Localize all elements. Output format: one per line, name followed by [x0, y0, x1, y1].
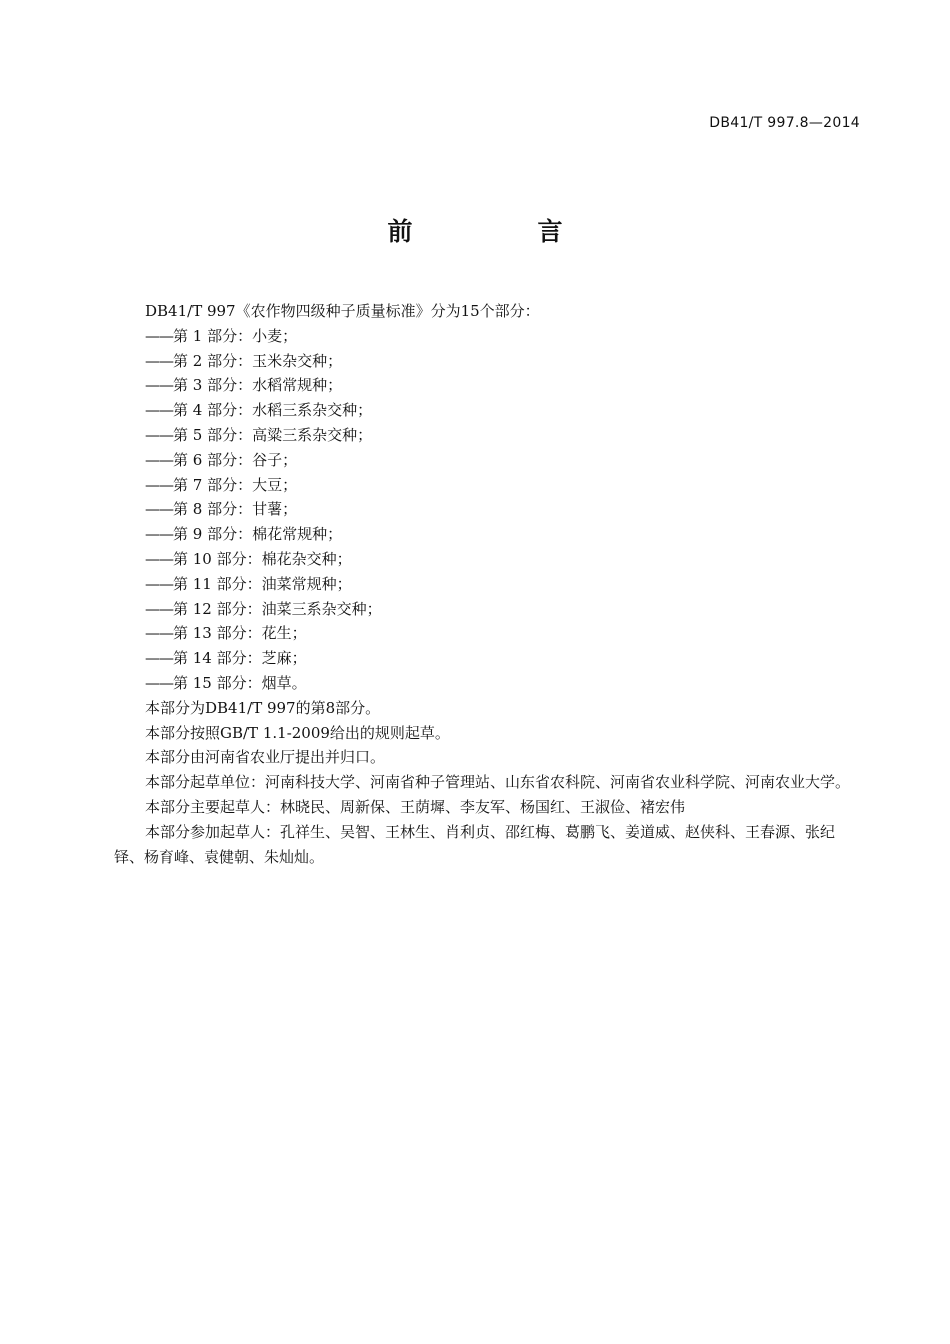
list-item-text: 第 1 部分：小麦；	[173, 326, 298, 345]
list-item	[114, 572, 862, 597]
dash-marker: ——	[145, 624, 173, 643]
list-item-text: 第 7 部分：大豆；	[173, 475, 298, 494]
dash-marker: ——	[145, 351, 173, 370]
list-item-text: 第 3 部分：水稻常规种；	[173, 376, 343, 395]
list-item-text: 第 10 部分：棉花杂交种；	[173, 549, 352, 568]
drafting-rule-statement: 本部分按照GB/T 1.1-2009给出的规则起草。	[145, 723, 450, 742]
parts-list	[114, 324, 862, 696]
list-item	[114, 373, 862, 398]
dash-marker: ——	[145, 475, 173, 494]
dash-marker: ——	[145, 401, 173, 420]
list-item	[114, 349, 862, 374]
dash-marker: ——	[145, 574, 173, 593]
list-item	[114, 597, 862, 622]
foreword-body	[114, 299, 862, 869]
list-item	[114, 423, 862, 448]
dash-marker: ——	[145, 649, 173, 668]
dash-marker: ——	[145, 673, 173, 692]
list-item	[114, 522, 862, 547]
list-item-text: 第 9 部分：棉花常规种；	[173, 525, 343, 544]
list-item-text: 第 15 部分：烟草。	[173, 673, 307, 692]
page-title: 前 言	[387, 217, 613, 246]
dash-marker: ——	[145, 549, 173, 568]
drafting-units-paragraph: 本部分起草单位：河南科技大学、河南省种子管理站、山东省农科院、河南省农业科学院、河南农业大学。	[145, 773, 851, 792]
dash-marker: ——	[145, 326, 173, 345]
list-item	[114, 671, 862, 696]
list-item-text: 第 12 部分：油菜三系杂交种；	[173, 599, 382, 618]
dash-marker: ——	[145, 376, 173, 395]
main-drafters-paragraph: 本部分主要起草人：林晓民、周新保、王荫墀、李友军、杨国红、王淑俭、褚宏伟	[145, 797, 686, 816]
list-item	[114, 621, 862, 646]
list-item	[114, 646, 862, 671]
list-item	[114, 324, 862, 349]
list-item-text: 第 2 部分：玉米杂交种；	[173, 351, 343, 370]
part-of-statement: 本部分为DB41/T 997的第8部分。	[145, 698, 381, 717]
dash-marker: ——	[145, 599, 173, 618]
list-item	[114, 547, 862, 572]
dash-marker: ——	[145, 450, 173, 469]
list-item-text: 第 14 部分：芝麻；	[173, 649, 307, 668]
list-item-text: 第 4 部分：水稻三系杂交种；	[173, 401, 373, 420]
intro-paragraph: DB41/T 997《农作物四级种子质量标准》分为15个部分：	[145, 302, 540, 320]
participating-drafters-paragraph: 本部分参加起草人：孔祥生、吴智、王林生、肖利贞、邵红梅、葛鹏飞、姜道威、赵侠科、王春源、张纪铎、杨育峰、袁健朝、朱灿灿。	[114, 822, 836, 866]
list-item	[114, 497, 862, 522]
proposed-by-statement: 本部分由河南省农业厅提出并归口。	[145, 748, 386, 767]
dash-marker: ——	[145, 525, 173, 544]
list-item-text: 第 8 部分：甘薯；	[173, 500, 298, 519]
list-item-text: 第 13 部分：花生；	[173, 624, 307, 643]
list-item	[114, 448, 862, 473]
list-item-text: 第 11 部分：油菜常规种；	[173, 574, 352, 593]
list-item-text: 第 6 部分：谷子；	[173, 450, 298, 469]
document-code: DB41/T 997.8—2014	[709, 115, 860, 131]
list-item-text: 第 5 部分：高粱三系杂交种；	[173, 425, 373, 444]
list-item	[114, 473, 862, 498]
dash-marker: ——	[145, 425, 173, 444]
list-item	[114, 398, 862, 423]
dash-marker: ——	[145, 500, 173, 519]
